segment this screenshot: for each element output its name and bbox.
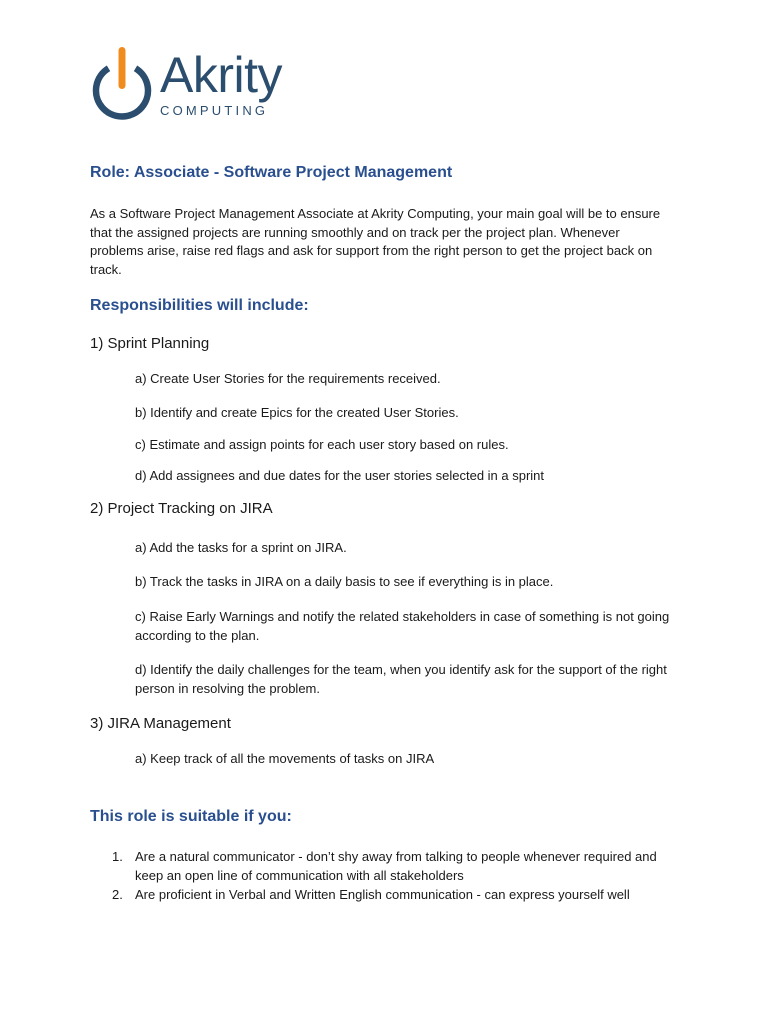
list-number: 1. <box>112 849 123 864</box>
list-item: b) Identify and create Epics for the created User Stories. <box>135 405 459 420</box>
list-item: c) Raise Early Warnings and notify the related stakeholders in case of something is not going according to the plan. <box>135 609 670 643</box>
section-title-project-tracking: 2) Project Tracking on JIRA <box>90 500 273 517</box>
responsibilities-heading: Responsibilities will include: <box>90 297 309 314</box>
list-item: d) Identify the daily challenges for the team, when you identify ask for the support of the right person in resolving the problem. <box>135 662 667 696</box>
suitable-heading: This role is suitable if you: <box>90 808 292 825</box>
list-item: Are proficient in Verbal and Written English communication - can express yourself well <box>135 887 630 902</box>
list-item: c) Estimate and assign points for each user story based on rules. <box>135 437 509 452</box>
role-title: Role: Associate - Software Project Management <box>90 164 453 181</box>
section-title-sprint-planning: 1) Sprint Planning <box>90 335 210 352</box>
section-title-jira-management: 3) JIRA Management <box>90 715 231 732</box>
list-item: d) Add assignees and due dates for the user stories selected in a sprint <box>135 468 545 483</box>
list-item: Are a natural communicator - don’t shy away from talking to people whenever required and keep an open line of communication with all stakeholders <box>135 849 657 883</box>
list-number: 2. <box>112 887 123 902</box>
list-item: a) Keep track of all the movements of tasks on JIRA <box>135 751 435 766</box>
logo-wordmark: Akrity <box>160 47 282 103</box>
intro-paragraph: As a Software Project Management Associate at Akrity Computing, your main goal will be to ensure that the assigned projects are running smoothly and on track per the project plan. Whenever problems arise, raise red flags and ask for support from the right person to get the project back on track. <box>90 206 661 277</box>
list-item: a) Add the tasks for a sprint on JIRA. <box>135 540 347 555</box>
akrity-logo <box>90 46 300 124</box>
power-icon <box>90 46 160 124</box>
logo-subtitle: COMPUTING <box>160 103 269 118</box>
list-item: a) Create User Stories for the requirements received. <box>135 371 441 386</box>
list-item: b) Track the tasks in JIRA on a daily basis to see if everything is in place. <box>135 574 554 589</box>
